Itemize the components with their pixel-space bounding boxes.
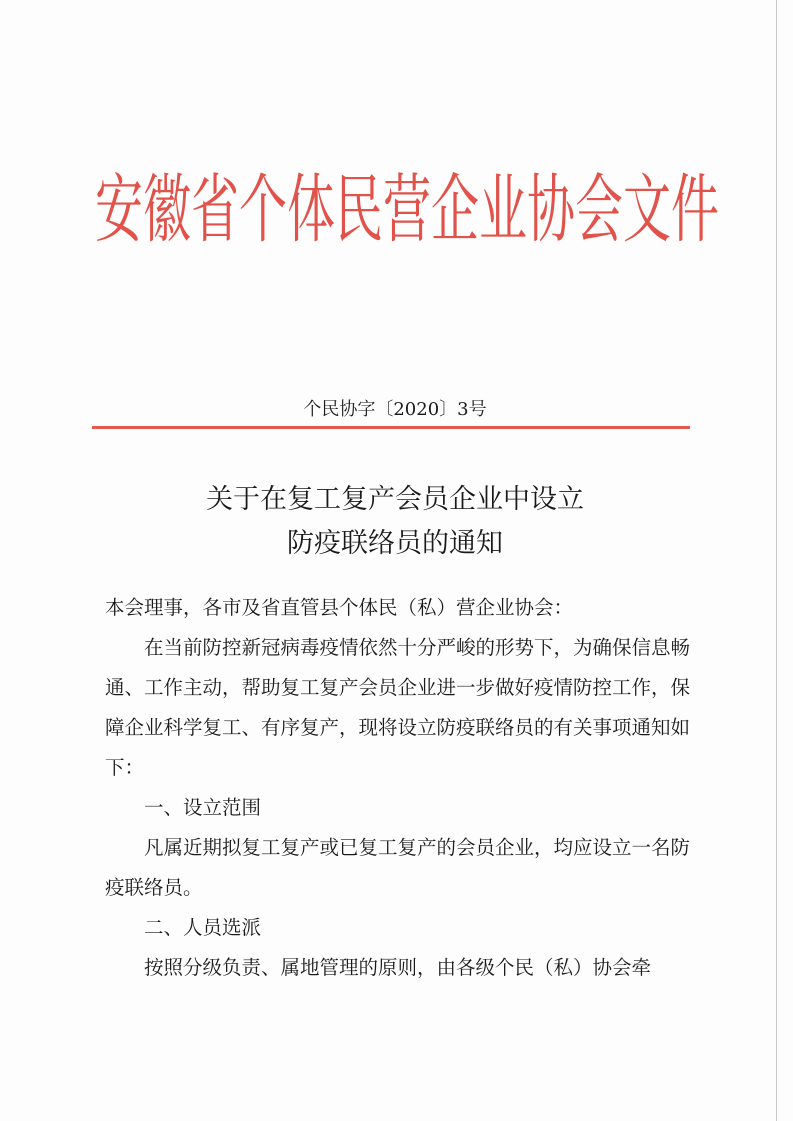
section-1-paragraph: 凡属近期拟复工复产或已复工复产的会员企业，均应设立一名防疫联络员。 — [105, 836, 691, 899]
section-2-paragraph: 按照分级负责、属地管理的原则，由各级个民（私）协会牵 — [144, 956, 652, 979]
notice-body — [105, 588, 690, 988]
document-header-title: 安徽省个体民营企业协会文件 — [95, 166, 720, 254]
notice-title-line-1: 关于在复工复产会员企业中设立 — [206, 484, 584, 515]
notice-title-line-2: 防疫联络员的通知 — [287, 528, 503, 559]
salutation: 本会理事，各市及省直管县个体民（私）营企业协会： — [105, 596, 574, 619]
intro-paragraph: 在当前防控新冠病毒疫情依然十分严峻的形势下，为确保信息畅通、工作主动，帮助复工复产会员企业进一步做好疫情防控工作，保障企业科学复工、有序复产，现将设立防疫联络员的有关事项通知如下： — [105, 636, 691, 779]
notice-title — [95, 478, 695, 566]
section-1-heading: 一、设立范围 — [144, 796, 262, 819]
section-2-heading: 二、人员选派 — [144, 916, 262, 939]
scan-edge-line — [776, 0, 777, 1121]
document-number: 个民协字〔2020〕3号 — [303, 399, 487, 420]
red-header-rule — [92, 426, 690, 429]
